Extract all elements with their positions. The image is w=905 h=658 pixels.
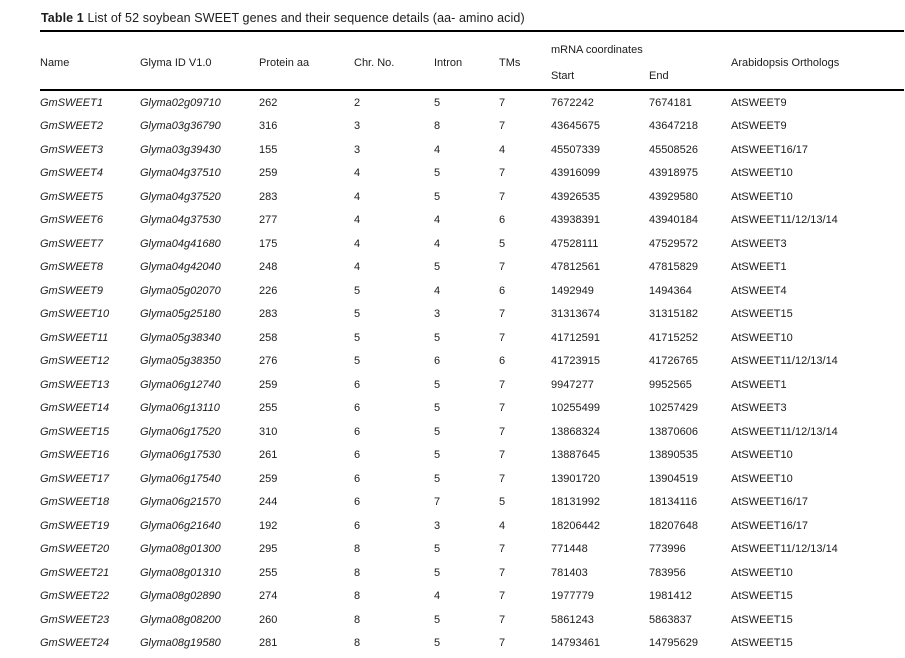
- cell-orthologs: AtSWEET10: [731, 167, 793, 180]
- cell-intron: 4: [434, 284, 441, 297]
- cell-protein-aa: 258: [259, 331, 278, 344]
- cell-intron: 4: [434, 590, 441, 603]
- cell-chr-no: 6: [354, 402, 361, 415]
- cell-mrna-end: 47529572: [649, 237, 698, 250]
- cell-mrna-end: 13904519: [649, 472, 698, 485]
- cell-chr-no: 5: [354, 331, 361, 344]
- cell-intron: 5: [434, 449, 441, 462]
- cell-orthologs: AtSWEET4: [731, 284, 787, 297]
- cell-gene-name: GmSWEET14: [40, 402, 110, 415]
- cell-protein-aa: 259: [259, 167, 278, 180]
- cell-protein-aa: 277: [259, 214, 278, 227]
- cell-glyma-id: Glyma04g42040: [140, 261, 221, 274]
- column-header-end: End: [649, 70, 669, 82]
- cell-tms: 7: [499, 613, 506, 626]
- cell-protein-aa: 259: [259, 472, 278, 485]
- cell-glyma-id: Glyma05g02070: [140, 284, 221, 297]
- cell-glyma-id: Glyma05g38350: [140, 355, 221, 368]
- table-row: [40, 162, 904, 186]
- cell-gene-name: GmSWEET21: [40, 566, 110, 579]
- cell-glyma-id: Glyma06g17520: [140, 425, 221, 438]
- table-row: [40, 303, 904, 327]
- cell-glyma-id: Glyma05g25180: [140, 308, 221, 321]
- cell-gene-name: GmSWEET19: [40, 519, 110, 532]
- table-row: [40, 561, 904, 585]
- cell-gene-name: GmSWEET17: [40, 472, 110, 485]
- column-header-start: Start: [551, 70, 575, 82]
- table-row: [40, 115, 904, 139]
- cell-glyma-id: Glyma02g09710: [140, 96, 221, 109]
- cell-orthologs: AtSWEET1: [731, 378, 787, 391]
- cell-orthologs: AtSWEET15: [731, 308, 793, 321]
- cell-tms: 7: [499, 96, 506, 109]
- table-container: [40, 11, 904, 655]
- cell-mrna-start: 13887645: [551, 449, 600, 462]
- cell-mrna-end: 5863837: [649, 613, 692, 626]
- cell-mrna-start: 9947277: [551, 378, 594, 391]
- cell-orthologs: AtSWEET11/12/13/14: [731, 543, 838, 556]
- cell-mrna-end: 14795629: [649, 637, 698, 650]
- cell-chr-no: 4: [354, 237, 361, 250]
- cell-intron: 5: [434, 637, 441, 650]
- cell-mrna-start: 5861243: [551, 613, 594, 626]
- cell-mrna-start: 47528111: [551, 237, 599, 250]
- cell-tms: 7: [499, 308, 506, 321]
- cell-orthologs: AtSWEET16/17: [731, 143, 809, 156]
- cell-gene-name: GmSWEET15: [40, 425, 110, 438]
- cell-mrna-end: 783956: [649, 566, 686, 579]
- cell-mrna-start: 43645675: [551, 120, 600, 133]
- cell-glyma-id: Glyma06g17540: [140, 472, 221, 485]
- cell-glyma-id: Glyma05g38340: [140, 331, 221, 344]
- cell-mrna-start: 10255499: [551, 402, 600, 415]
- cell-tms: 7: [499, 543, 506, 556]
- cell-gene-name: GmSWEET3: [40, 143, 103, 156]
- cell-orthologs: AtSWEET11/12/13/14: [731, 214, 838, 227]
- cell-gene-name: GmSWEET12: [40, 355, 110, 368]
- cell-glyma-id: Glyma08g08200: [140, 613, 221, 626]
- cell-tms: 7: [499, 167, 506, 180]
- cell-intron: 5: [434, 543, 441, 556]
- cell-mrna-start: 43938391: [551, 214, 600, 227]
- cell-protein-aa: 248: [259, 261, 278, 274]
- cell-mrna-end: 43647218: [649, 120, 698, 133]
- cell-mrna-start: 43916099: [551, 167, 600, 180]
- cell-intron: 5: [434, 378, 441, 391]
- cell-intron: 5: [434, 425, 441, 438]
- table-row: [40, 420, 904, 444]
- cell-tms: 4: [499, 143, 506, 156]
- cell-mrna-start: 18206442: [551, 519, 600, 532]
- cell-mrna-start: 1977779: [551, 590, 594, 603]
- cell-mrna-start: 18131992: [551, 496, 600, 509]
- cell-orthologs: AtSWEET3: [731, 402, 787, 415]
- cell-mrna-end: 1494364: [649, 284, 692, 297]
- cell-intron: 5: [434, 402, 441, 415]
- cell-intron: 4: [434, 237, 441, 250]
- cell-mrna-end: 773996: [649, 543, 686, 556]
- column-header-tms: TMs: [499, 56, 521, 69]
- cell-intron: 5: [434, 96, 441, 109]
- cell-chr-no: 3: [354, 143, 361, 156]
- cell-protein-aa: 155: [259, 143, 278, 156]
- cell-intron: 4: [434, 214, 441, 227]
- cell-tms: 7: [499, 378, 506, 391]
- cell-orthologs: AtSWEET10: [731, 566, 793, 579]
- cell-protein-aa: 255: [259, 566, 278, 579]
- cell-tms: 7: [499, 590, 506, 603]
- table-row: [40, 538, 904, 562]
- cell-protein-aa: 260: [259, 613, 278, 626]
- cell-intron: 5: [434, 566, 441, 579]
- cell-gene-name: GmSWEET2: [40, 120, 103, 133]
- column-header-name: Name: [40, 56, 70, 69]
- cell-mrna-start: 7672242: [551, 96, 594, 109]
- column-header-arabidopsis-orthologs: Arabidopsis Orthologs: [731, 56, 840, 69]
- table-row: [40, 373, 904, 397]
- cell-mrna-end: 10257429: [649, 402, 698, 415]
- cell-gene-name: GmSWEET1: [40, 96, 103, 109]
- cell-protein-aa: 310: [259, 425, 278, 438]
- table-row: [40, 608, 904, 632]
- table-row: [40, 90, 904, 115]
- cell-tms: 7: [499, 472, 506, 485]
- cell-mrna-start: 14793461: [551, 637, 600, 650]
- column-header-mrna-coordinates: mRNA coordinates: [551, 43, 643, 56]
- cell-orthologs: AtSWEET11/12/13/14: [731, 425, 838, 438]
- cell-orthologs: AtSWEET16/17: [731, 496, 809, 509]
- table-row: [40, 326, 904, 350]
- cell-mrna-start: 13868324: [551, 425, 600, 438]
- cell-mrna-start: 47812561: [551, 261, 600, 274]
- cell-orthologs: AtSWEET10: [731, 190, 793, 203]
- table-number-label: Table 1: [41, 11, 84, 25]
- cell-tms: 7: [499, 425, 506, 438]
- cell-glyma-id: Glyma08g02890: [140, 590, 221, 603]
- cell-tms: 5: [499, 496, 506, 509]
- cell-tms: 7: [499, 449, 506, 462]
- cell-intron: 8: [434, 120, 441, 133]
- cell-gene-name: GmSWEET16: [40, 449, 110, 462]
- cell-intron: 5: [434, 472, 441, 485]
- cell-intron: 5: [434, 261, 441, 274]
- cell-protein-aa: 274: [259, 590, 278, 603]
- cell-mrna-end: 43929580: [649, 190, 698, 203]
- cell-mrna-start: 41712591: [551, 331, 600, 344]
- cell-chr-no: 8: [354, 543, 361, 556]
- cell-mrna-start: 1492949: [551, 284, 594, 297]
- cell-gene-name: GmSWEET22: [40, 590, 110, 603]
- cell-glyma-id: Glyma04g37510: [140, 167, 221, 180]
- table-header: [40, 31, 904, 90]
- cell-gene-name: GmSWEET20: [40, 543, 110, 556]
- cell-chr-no: 8: [354, 637, 361, 650]
- table-row: [40, 632, 904, 656]
- table-row: [40, 279, 904, 303]
- cell-chr-no: 6: [354, 519, 361, 532]
- cell-chr-no: 8: [354, 566, 361, 579]
- cell-chr-no: 5: [354, 355, 361, 368]
- cell-mrna-end: 13870606: [649, 425, 698, 438]
- cell-tms: 7: [499, 637, 506, 650]
- cell-protein-aa: 192: [259, 519, 278, 532]
- cell-intron: 5: [434, 331, 441, 344]
- column-header-intron: Intron: [434, 56, 463, 69]
- cell-glyma-id: Glyma04g37520: [140, 190, 221, 203]
- cell-glyma-id: Glyma06g17530: [140, 449, 221, 462]
- cell-chr-no: 5: [354, 308, 361, 321]
- table-row: [40, 185, 904, 209]
- cell-protein-aa: 261: [259, 449, 278, 462]
- cell-mrna-end: 43918975: [649, 167, 698, 180]
- cell-glyma-id: Glyma08g01300: [140, 543, 221, 556]
- cell-orthologs: AtSWEET16/17: [731, 519, 809, 532]
- cell-orthologs: AtSWEET10: [731, 449, 793, 462]
- cell-protein-aa: 283: [259, 308, 278, 321]
- cell-protein-aa: 283: [259, 190, 278, 203]
- cell-glyma-id: Glyma06g21640: [140, 519, 221, 532]
- cell-gene-name: GmSWEET13: [40, 378, 110, 391]
- cell-gene-name: GmSWEET9: [40, 284, 103, 297]
- cell-mrna-end: 41715252: [649, 331, 698, 344]
- cell-glyma-id: Glyma03g39430: [140, 143, 221, 156]
- cell-chr-no: 6: [354, 425, 361, 438]
- cell-mrna-end: 47815829: [649, 261, 698, 274]
- cell-chr-no: 4: [354, 214, 361, 227]
- table-row: [40, 397, 904, 421]
- table-row: [40, 585, 904, 609]
- cell-protein-aa: 262: [259, 96, 278, 109]
- cell-tms: 4: [499, 519, 506, 532]
- cell-gene-name: GmSWEET23: [40, 613, 110, 626]
- cell-orthologs: AtSWEET15: [731, 613, 793, 626]
- cell-orthologs: AtSWEET9: [731, 96, 787, 109]
- cell-mrna-start: 13901720: [551, 472, 600, 485]
- cell-protein-aa: 244: [259, 496, 278, 509]
- cell-protein-aa: 175: [259, 237, 278, 250]
- cell-orthologs: AtSWEET1: [731, 261, 787, 274]
- table-caption: List of 52 soybean SWEET genes and their sequence details (aa- amino acid): [87, 11, 525, 25]
- cell-gene-name: GmSWEET6: [40, 214, 103, 227]
- cell-orthologs: AtSWEET15: [731, 637, 793, 650]
- cell-chr-no: 5: [354, 284, 361, 297]
- cell-protein-aa: 226: [259, 284, 278, 297]
- table-row: [40, 467, 904, 491]
- cell-tms: 7: [499, 120, 506, 133]
- cell-intron: 5: [434, 167, 441, 180]
- cell-protein-aa: 276: [259, 355, 278, 368]
- cell-mrna-end: 31315182: [649, 308, 698, 321]
- cell-mrna-end: 41726765: [649, 355, 698, 368]
- cell-glyma-id: Glyma04g37530: [140, 214, 221, 227]
- gene-table: [40, 30, 904, 655]
- table-row: [40, 232, 904, 256]
- cell-chr-no: 8: [354, 613, 361, 626]
- cell-mrna-end: 43940184: [649, 214, 698, 227]
- cell-orthologs: AtSWEET10: [731, 472, 793, 485]
- cell-tms: 5: [499, 237, 506, 250]
- cell-glyma-id: Glyma08g19580: [140, 637, 221, 650]
- cell-intron: 5: [434, 613, 441, 626]
- table-title: [41, 11, 904, 25]
- cell-mrna-end: 9952565: [649, 378, 692, 391]
- cell-mrna-end: 13890535: [649, 449, 698, 462]
- table-row: [40, 138, 904, 162]
- column-header-chr-no: Chr. No.: [354, 56, 395, 69]
- cell-orthologs: AtSWEET11/12/13/14: [731, 355, 838, 368]
- cell-tms: 6: [499, 355, 506, 368]
- table-row: [40, 444, 904, 468]
- cell-gene-name: GmSWEET7: [40, 237, 103, 250]
- table-row: [40, 491, 904, 515]
- cell-mrna-end: 45508526: [649, 143, 698, 156]
- cell-glyma-id: Glyma08g01310: [140, 566, 221, 579]
- cell-orthologs: AtSWEET3: [731, 237, 787, 250]
- cell-glyma-id: Glyma03g36790: [140, 120, 221, 133]
- cell-orthologs: AtSWEET15: [731, 590, 793, 603]
- cell-protein-aa: 281: [259, 637, 278, 650]
- table-row: [40, 256, 904, 280]
- cell-intron: 6: [434, 355, 441, 368]
- cell-mrna-end: 18134116: [649, 496, 698, 509]
- cell-intron: 5: [434, 190, 441, 203]
- cell-chr-no: 4: [354, 190, 361, 203]
- cell-glyma-id: Glyma06g21570: [140, 496, 221, 509]
- cell-intron: 4: [434, 143, 441, 156]
- cell-intron: 7: [434, 496, 441, 509]
- cell-chr-no: 3: [354, 120, 361, 133]
- cell-glyma-id: Glyma06g12740: [140, 378, 221, 391]
- cell-glyma-id: Glyma06g13110: [140, 402, 220, 415]
- cell-chr-no: 8: [354, 590, 361, 603]
- column-header-protein-aa: Protein aa: [259, 56, 310, 69]
- cell-mrna-start: 41723915: [551, 355, 600, 368]
- table-row: [40, 350, 904, 374]
- cell-protein-aa: 316: [259, 120, 278, 133]
- cell-protein-aa: 295: [259, 543, 278, 556]
- table-body: [40, 90, 904, 655]
- cell-intron: 3: [434, 308, 441, 321]
- cell-tms: 7: [499, 331, 506, 344]
- cell-chr-no: 2: [354, 96, 361, 109]
- cell-gene-name: GmSWEET18: [40, 496, 110, 509]
- cell-mrna-start: 771448: [551, 543, 588, 556]
- cell-glyma-id: Glyma04g41680: [140, 237, 221, 250]
- cell-tms: 7: [499, 402, 506, 415]
- cell-mrna-end: 18207648: [649, 519, 698, 532]
- cell-gene-name: GmSWEET5: [40, 190, 103, 203]
- cell-chr-no: 6: [354, 472, 361, 485]
- cell-gene-name: GmSWEET8: [40, 261, 103, 274]
- cell-chr-no: 6: [354, 496, 361, 509]
- table-row: [40, 209, 904, 233]
- cell-tms: 7: [499, 566, 506, 579]
- cell-chr-no: 6: [354, 378, 361, 391]
- cell-chr-no: 4: [354, 261, 361, 274]
- cell-gene-name: GmSWEET11: [40, 331, 109, 344]
- cell-gene-name: GmSWEET24: [40, 637, 110, 650]
- cell-gene-name: GmSWEET4: [40, 167, 103, 180]
- cell-protein-aa: 255: [259, 402, 278, 415]
- cell-mrna-start: 31313674: [551, 308, 600, 321]
- cell-tms: 7: [499, 190, 506, 203]
- cell-mrna-start: 45507339: [551, 143, 600, 156]
- cell-orthologs: AtSWEET10: [731, 331, 793, 344]
- cell-tms: 6: [499, 284, 506, 297]
- table-row: [40, 514, 904, 538]
- cell-gene-name: GmSWEET10: [40, 308, 110, 321]
- cell-intron: 3: [434, 519, 441, 532]
- cell-orthologs: AtSWEET9: [731, 120, 787, 133]
- cell-mrna-end: 1981412: [649, 590, 692, 603]
- column-header-glyma-id: Glyma ID V1.0: [140, 56, 212, 69]
- cell-mrna-start: 781403: [551, 566, 588, 579]
- cell-mrna-end: 7674181: [649, 96, 692, 109]
- cell-chr-no: 6: [354, 449, 361, 462]
- cell-mrna-start: 43926535: [551, 190, 600, 203]
- cell-chr-no: 4: [354, 167, 361, 180]
- cell-tms: 7: [499, 261, 506, 274]
- cell-tms: 6: [499, 214, 506, 227]
- cell-protein-aa: 259: [259, 378, 278, 391]
